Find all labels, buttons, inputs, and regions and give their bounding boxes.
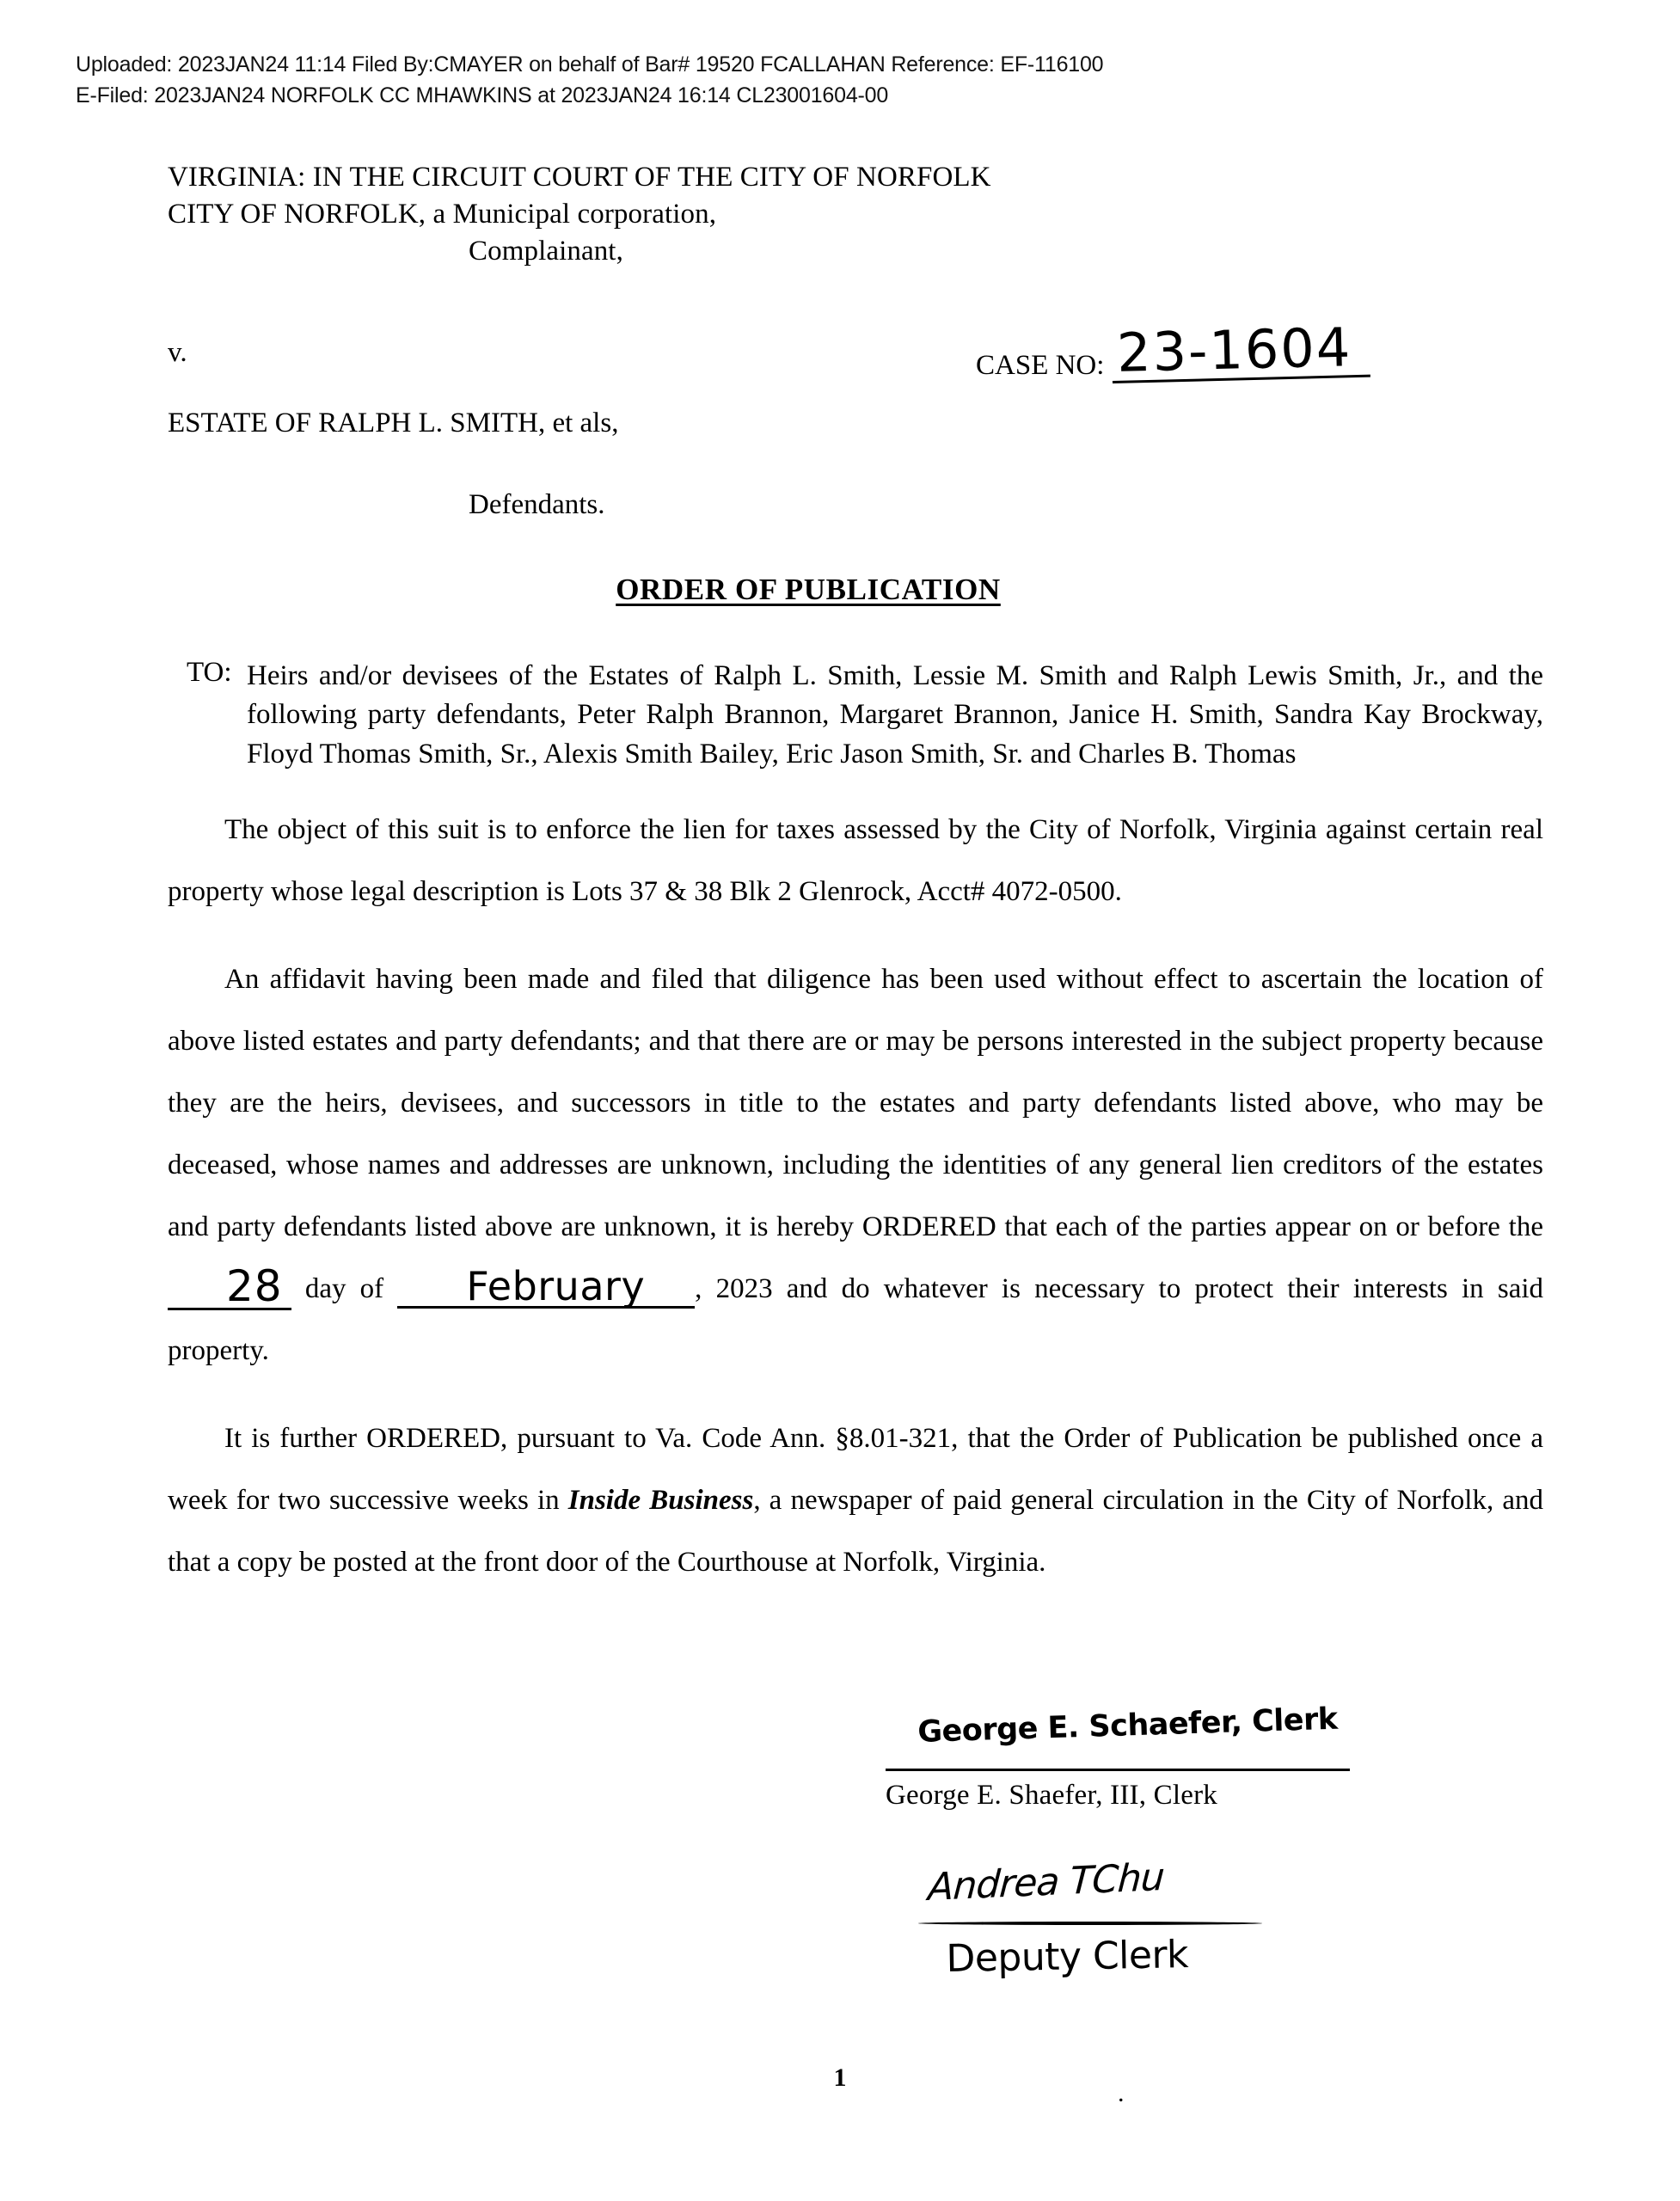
court-line: VIRGINIA: IN THE CIRCUIT COURT OF THE CITY OF NORFOLK [168, 162, 991, 193]
further-ordered-text-pre: It is further ORDERED, pursuant to Va. Code Ann. §8.01-321, that the Order of Publication be published once a week for two successive weeks in [168, 1422, 1543, 1516]
handwritten-day: 28 [168, 1265, 291, 1310]
to-recipients-text: Heirs and/or devisees of the Estates of Ralph L. Smith, Lessie M. Smith and Ralph Lewis Smith, Jr., and the following party defendants, Peter Ralph Brannon, Margaret Brannon, Janice H. Smith, Sandra Kay Brockway, Floyd Thomas Smith, Sr., Alexis Smith Bailey, Eric Jason Smith, Sr. and Charles B. Thomas [247, 659, 1543, 769]
defendant-role: Defendants. [469, 488, 605, 520]
document-title: ORDER OF PUBLICATION [616, 572, 1001, 606]
case-number-block [976, 315, 1370, 384]
paragraph-object-of-suit: The object of this suit is to enforce the lien for taxes assessed by the City of Norfolk, Virginia against certain real property whose legal description is Lots 37 & 38 Blk 2 Glenrock, Acct# 4072-0500. [168, 814, 1543, 908]
defendant-line: ESTATE OF RALPH L. SMITH, et als, [168, 407, 619, 438]
plaintiff-role: Complainant, [469, 235, 623, 267]
versus-label: v. [168, 336, 187, 368]
newspaper-name: Inside Business [567, 1484, 754, 1516]
efiling-stamp [76, 50, 1451, 111]
affidavit-text-part-2: , 2023 and do whatever is necessary to protect their interests in said property. [168, 1272, 1544, 1366]
document-body [168, 159, 1543, 1594]
case-number-handwritten-value: 23-1604 [1112, 322, 1370, 383]
to-label: TO: [187, 656, 232, 688]
deputy-clerk-handwritten-signature: Andrea TChu [927, 1855, 1166, 1910]
affidavit-text-part-1: An affidavit having been made and filed that diligence has been used without effect to ascertain the location of above listed estates and party defendants; and that there are or may be persons interested in the subject property because they are the heirs, devisees, and successors in title to the estates and party defendants listed above, who may be deceased, whose names and addresses are unknown, including the identities of any general lien creditors of the estates and party defendants listed above are unknown, it is hereby ORDERED that each of the parties appear on or before the [168, 964, 1543, 1242]
clerk-signature-block [886, 1701, 1487, 1812]
efiling-stamp-line-1: Uploaded: 2023JAN24 11:14 Filed By:CMAYER on behalf of Bar# 19520 FCALLAHAN Reference: EF-116100 [76, 52, 1104, 77]
paragraph-further-ordered [168, 1408, 1543, 1594]
case-number-label: CASE NO: [976, 349, 1105, 381]
deputy-clerk-signature-block [911, 1855, 1513, 1981]
deputy-signature-rule [918, 1922, 1262, 1925]
case-caption [168, 159, 1543, 270]
clerk-typed-name: George E. Shaefer, III, Clerk [886, 1780, 1217, 1811]
handwritten-month: February [397, 1266, 695, 1309]
clerk-signature-rule [886, 1769, 1350, 1771]
further-ordered-text-post: , a newspaper of paid general circulation in the City of Norfolk, and that a copy be posted at the front door of the Courthouse at Norfolk, Virginia. [168, 1484, 1543, 1578]
deputy-clerk-handwritten-label: Deputy Clerk [946, 1933, 1189, 1981]
day-of-label: day of [304, 1272, 384, 1304]
paragraph-affidavit [168, 949, 1543, 1383]
to-block [168, 657, 1543, 775]
page-number: 1 [833, 2063, 847, 2092]
plaintiff-line: CITY OF NORFOLK, a Municipal corporation, [168, 198, 717, 230]
case-number-row [168, 303, 1543, 385]
efiling-stamp-line-2: E-Filed: 2023JAN24 NORFOLK CC MHAWKINS at 2023JAN24 16:14 CL23001604-00 [76, 83, 889, 107]
stray-mark: . [1118, 2079, 1125, 2107]
clerk-signature-stamp: George E. Schaefer, Clerk [917, 1701, 1339, 1750]
